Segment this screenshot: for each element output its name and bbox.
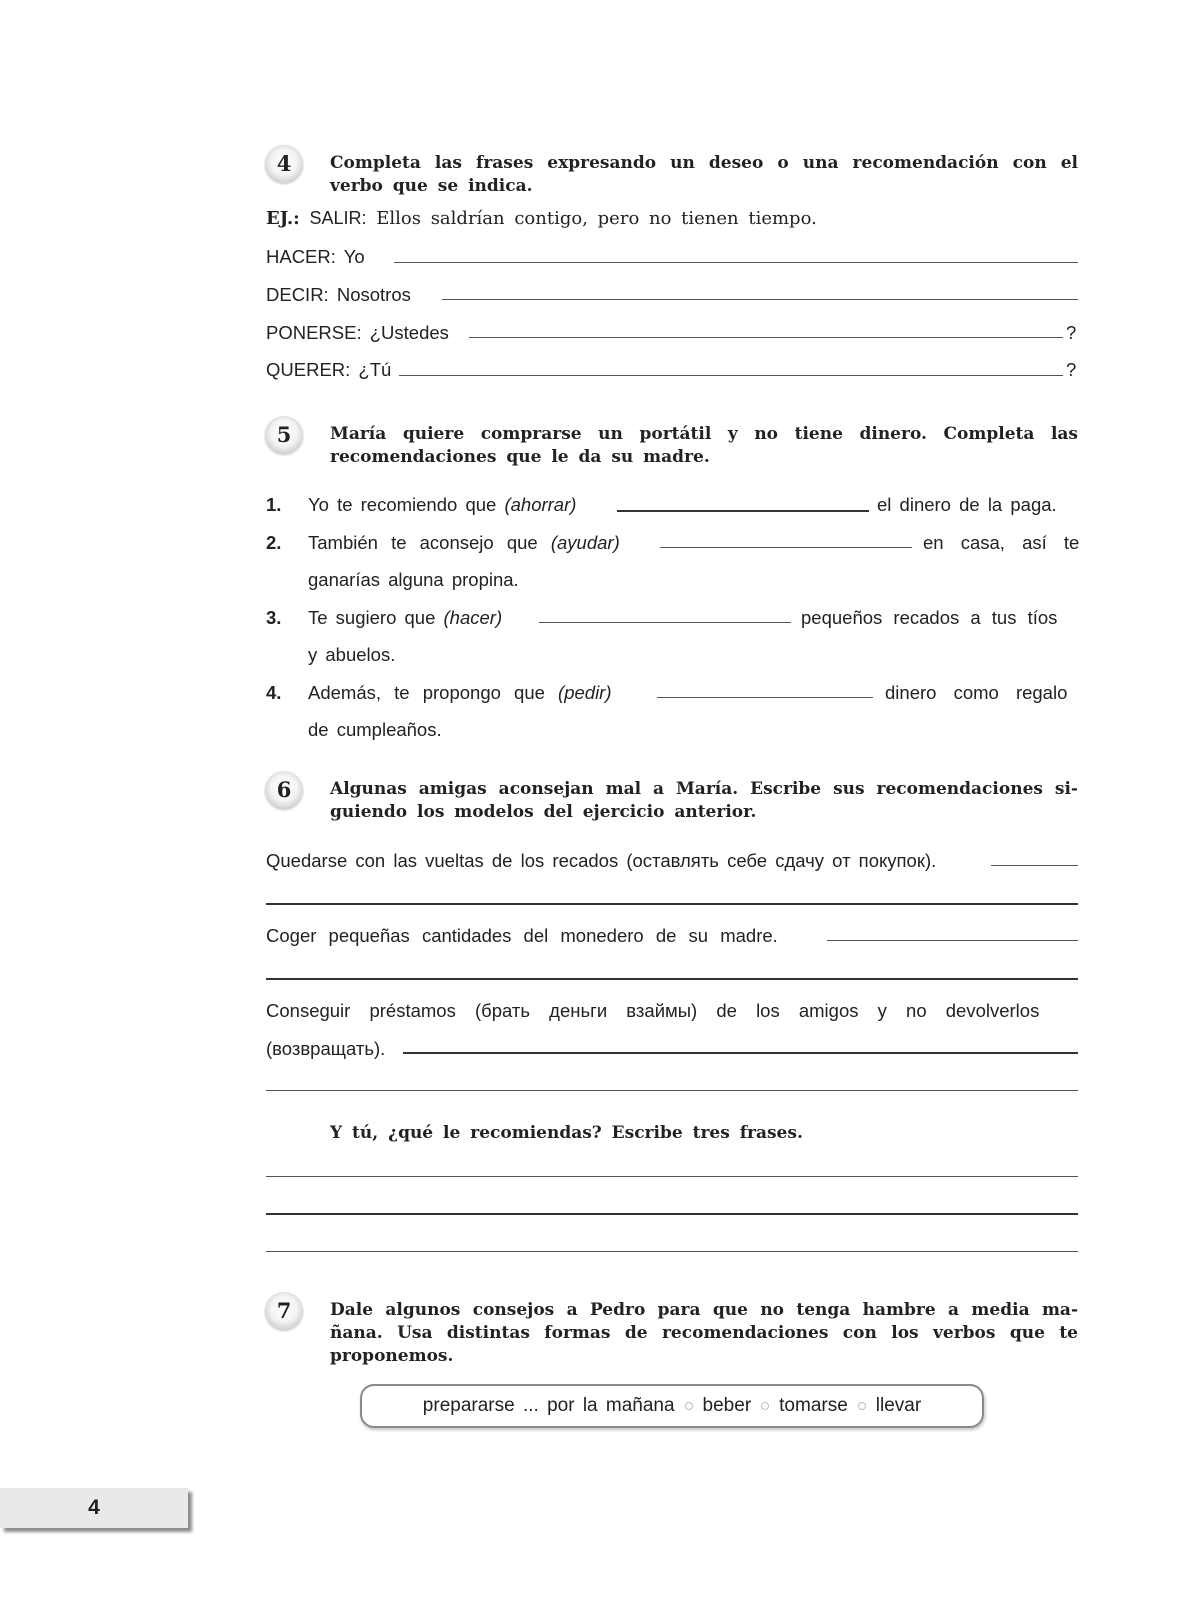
answer-line[interactable] (991, 865, 1078, 866)
exercise-instruction: recomendaciones que le da su madre. (330, 447, 710, 467)
item-text (308, 494, 576, 516)
bullet-icon (761, 1402, 769, 1410)
item-text-before: Te sugiero que (308, 607, 436, 628)
item-number: 4. (266, 682, 282, 703)
answer-line[interactable] (403, 1052, 1078, 1054)
answer-line[interactable] (657, 697, 873, 698)
example-verb: SALIR: (309, 208, 367, 228)
exercise-instruction: Completa las frases expresando un deseo o una recomendación con el (330, 153, 1078, 173)
prompt-text: Conseguir préstamos (брать деньги взаймы) de los amigos y no devolverlos (266, 1000, 1040, 1021)
example-sentence (266, 208, 817, 229)
answer-line[interactable] (660, 547, 912, 548)
item-number: 3. (266, 607, 282, 628)
answer-line[interactable] (266, 978, 1078, 980)
item-text-after: el dinero de la paga. (877, 494, 1057, 515)
exercise-instruction: ñana. Usa distintas formas de recomendaciones con los verbos que te (330, 1323, 1078, 1343)
item-text-after: pequeños recados a tus tíos (801, 607, 1058, 628)
answer-line[interactable] (399, 375, 1063, 376)
question-mark: ? (1066, 359, 1077, 380)
answer-line[interactable] (617, 510, 869, 512)
item-text (308, 532, 620, 554)
item-text (308, 682, 612, 704)
answer-line[interactable] (266, 1213, 1078, 1215)
item-text-before: Yo te recomiendo que (308, 494, 497, 515)
item-verb-hint: (ahorrar) (504, 494, 577, 515)
answer-label: PONERSE: ¿Ustedes (266, 322, 449, 343)
example-prefix: EJ.: (266, 208, 300, 229)
item-text-before: Además, te propongo que (308, 682, 545, 703)
exercise-instruction: Algunas amigas aconsejan mal a María. Escribe sus recomendaciones si- (330, 779, 1078, 799)
answer-line[interactable] (266, 1090, 1078, 1091)
item-text-continued: ganarías alguna propina. (308, 569, 519, 590)
bullet-icon (858, 1402, 866, 1410)
page-number: 4 (0, 1488, 188, 1528)
bullet-icon (685, 1402, 693, 1410)
answer-line[interactable] (539, 622, 791, 623)
answer-line[interactable] (469, 337, 1063, 338)
item-text-continued: y abuelos. (308, 644, 396, 665)
answer-label: HACER: Yo (266, 246, 365, 267)
item-number: 2. (266, 532, 282, 553)
prompt-text: Coger pequeñas cantidades del monedero de su madre. (266, 925, 778, 946)
prompt-text: (возвращать). (266, 1038, 386, 1059)
item-text (308, 607, 502, 629)
question-mark: ? (1066, 322, 1077, 343)
answer-line[interactable] (394, 262, 1078, 263)
exercise-number-badge: 6 (265, 771, 303, 809)
answer-line[interactable] (827, 940, 1078, 941)
answer-label: DECIR: Nosotros (266, 284, 411, 305)
word-bank (360, 1384, 984, 1428)
answer-line[interactable] (442, 299, 1078, 300)
word-bank-item: beber (702, 1395, 752, 1416)
item-text-after: en casa, así te (923, 532, 1080, 553)
item-text-before: También te aconsejo que (308, 532, 538, 553)
exercise-number-badge: 7 (265, 1292, 303, 1330)
item-text-after: dinero como regalo (885, 682, 1068, 703)
exercise-instruction: proponemos. (330, 1346, 454, 1366)
exercise-instruction: María quiere comprarse un portátil y no tiene dinero. Completa las (330, 424, 1078, 444)
answer-line[interactable] (266, 1176, 1078, 1177)
word-bank-item: prepararse ... por la mañana (422, 1395, 675, 1416)
prompt-text: Quedarse con las vueltas de los recados (оставлять себе сдачу от покупок). (266, 850, 937, 871)
item-verb-hint: (hacer) (443, 607, 503, 628)
item-number: 1. (266, 494, 282, 515)
exercise-number-badge: 5 (265, 416, 303, 454)
item-text-continued: de cumpleaños. (308, 719, 442, 740)
item-verb-hint: (pedir) (558, 682, 612, 703)
item-verb-hint: (ayudar) (550, 532, 620, 553)
answer-line[interactable] (266, 1251, 1078, 1252)
word-bank-item: llevar (875, 1395, 922, 1416)
answer-label: QUERER: ¿Tú (266, 359, 392, 380)
followup-instruction: Y tú, ¿qué le recomiendas? Escribe tres frases. (330, 1123, 803, 1143)
answer-line[interactable] (266, 903, 1078, 905)
exercise-instruction: guiendo los modelos del ejercicio anterior. (330, 802, 757, 822)
exercise-number-badge: 4 (265, 145, 303, 183)
example-text: Ellos saldrían contigo, pero no tienen tiempo. (376, 208, 817, 229)
exercise-instruction: verbo que se indica. (330, 176, 533, 196)
word-bank-item: tomarse (779, 1395, 848, 1416)
exercise-instruction: Dale algunos consejos a Pedro para que no tenga hambre a media ma- (330, 1300, 1078, 1320)
